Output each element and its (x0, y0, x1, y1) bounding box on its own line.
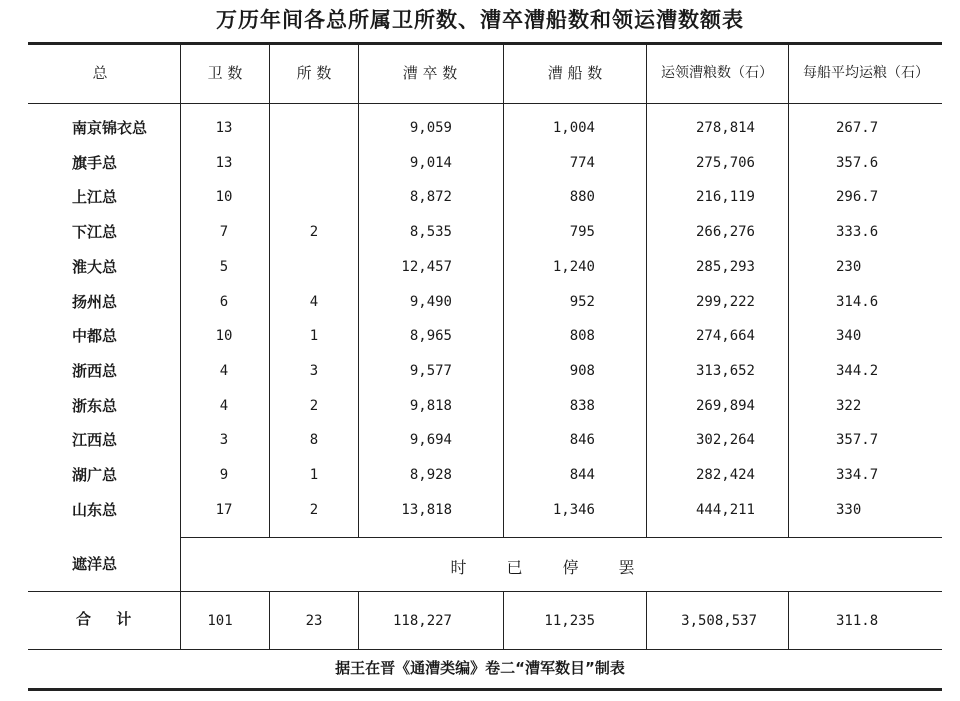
row-suo: 1 (309, 328, 319, 344)
row-avg: 333.6 (836, 224, 879, 240)
row-chuan: 880 (569, 189, 595, 205)
row-wei: 10 (215, 328, 233, 344)
row-zheyang-note: 时已停罢 (450, 558, 675, 577)
row-suo: 1 (309, 467, 319, 483)
row-name: 淮大总 (72, 258, 118, 276)
header-caochuan: 漕 船 数 (547, 64, 603, 82)
row-chuan: 846 (569, 432, 595, 448)
row-avg: 330 (836, 502, 862, 518)
total-label: 合 计 (76, 610, 142, 628)
row-liang: 285,293 (695, 259, 755, 275)
row-name: 山东总 (72, 501, 118, 519)
row-name: 湖广总 (72, 466, 118, 484)
row-liang: 313,652 (695, 363, 755, 379)
header-avg: 每船平均运粮（石） (803, 65, 929, 81)
total-wei: 101 (207, 613, 233, 629)
col-divider-3 (358, 45, 359, 537)
header-caozu: 漕 卒 数 (402, 64, 458, 82)
row-chuan: 795 (569, 224, 595, 240)
row-avg: 357.7 (836, 432, 879, 448)
row-zu: 9,014 (409, 155, 452, 171)
col-divider-4 (503, 45, 504, 537)
row-wei: 4 (219, 363, 229, 379)
row-suo: 2 (309, 224, 319, 240)
row-avg: 314.6 (836, 294, 879, 310)
row-liang: 269,894 (695, 398, 755, 414)
row-zu: 8,535 (409, 224, 452, 240)
row-name: 浙东总 (72, 397, 118, 415)
total-divider-1 (180, 591, 181, 649)
row-liang: 216,119 (695, 189, 755, 205)
total-divider-3 (358, 591, 359, 649)
row-liang: 275,706 (695, 155, 755, 171)
row-liang: 299,222 (695, 294, 755, 310)
rule-total-bottom (28, 649, 942, 650)
row-avg: 267.7 (836, 120, 879, 136)
total-chuan: 11,235 (544, 613, 595, 629)
row-liang: 266,276 (695, 224, 755, 240)
row-zu: 9,818 (409, 398, 452, 414)
row-zu: 13,818 (401, 502, 452, 518)
row-wei: 9 (219, 467, 229, 483)
row-avg: 322 (836, 398, 862, 414)
row-name: 南京锦衣总 (72, 119, 148, 137)
row-liang: 278,814 (695, 120, 755, 136)
row-zu: 8,965 (409, 328, 452, 344)
total-zu: 118,227 (392, 613, 452, 629)
row-wei: 7 (219, 224, 229, 240)
row-zu: 9,577 (409, 363, 452, 379)
row-zu: 9,694 (409, 432, 452, 448)
row-liang: 444,211 (695, 502, 755, 518)
row-wei: 13 (215, 120, 233, 136)
row-name: 下江总 (72, 223, 118, 241)
row-suo: 2 (309, 502, 319, 518)
header-suo: 所 数 (296, 64, 332, 82)
row-chuan: 808 (569, 328, 595, 344)
row-liang: 302,264 (695, 432, 755, 448)
total-liang: 3,508,537 (681, 613, 757, 629)
row-wei: 17 (215, 502, 233, 518)
col-divider-5 (646, 45, 647, 537)
row-chuan: 1,004 (552, 120, 595, 136)
row-avg: 230 (836, 259, 862, 275)
row-name: 上江总 (72, 188, 118, 206)
row-avg: 344.2 (836, 363, 879, 379)
row-zu: 8,928 (409, 467, 452, 483)
row-chuan: 1,346 (552, 502, 595, 518)
source-note: 据王在晋《通漕类编》卷二“漕军数目”制表 (335, 659, 625, 677)
rule-bottom (28, 688, 942, 691)
rule-zheyang-top (180, 537, 942, 538)
col-divider-2 (269, 45, 270, 537)
row-liang: 282,424 (695, 467, 755, 483)
row-chuan: 952 (569, 294, 595, 310)
total-avg: 311.8 (836, 613, 879, 629)
header-zong: 总 (92, 64, 108, 82)
total-divider-2 (269, 591, 270, 649)
row-chuan: 1,240 (552, 259, 595, 275)
row-name: 旗手总 (72, 154, 118, 172)
row-wei: 3 (219, 432, 229, 448)
rule-top (28, 42, 942, 45)
row-wei: 13 (215, 155, 233, 171)
total-suo: 23 (305, 613, 323, 629)
row-chuan: 908 (569, 363, 595, 379)
row-name: 浙西总 (72, 362, 118, 380)
row-wei: 6 (219, 294, 229, 310)
row-zu: 8,872 (409, 189, 452, 205)
row-chuan: 774 (569, 155, 595, 171)
row-avg: 334.7 (836, 467, 879, 483)
row-suo: 8 (309, 432, 319, 448)
row-wei: 5 (219, 259, 229, 275)
rule-header-bottom (28, 103, 942, 104)
row-wei: 10 (215, 189, 233, 205)
header-yunliang: 运领漕粮数（石） (661, 65, 773, 81)
row-avg: 296.7 (836, 189, 879, 205)
row-name: 扬州总 (72, 293, 118, 311)
rule-total-top (28, 591, 942, 592)
row-suo: 2 (309, 398, 319, 414)
col-divider-6 (788, 45, 789, 537)
row-wei: 4 (219, 398, 229, 414)
row-suo: 4 (309, 294, 319, 310)
row-avg: 340 (836, 328, 862, 344)
row-name: 中都总 (72, 327, 118, 345)
col-divider-1 (180, 45, 181, 537)
header-wei: 卫 数 (207, 64, 243, 82)
row-zheyang-name: 遮洋总 (72, 555, 118, 573)
row-chuan: 838 (569, 398, 595, 414)
total-divider-6 (788, 591, 789, 649)
row-zu: 9,059 (409, 120, 452, 136)
row-avg: 357.6 (836, 155, 879, 171)
row-chuan: 844 (569, 467, 595, 483)
table-title: 万历年间各总所属卫所数、漕卒漕船数和领运漕数额表 (216, 8, 744, 32)
row-suo: 3 (309, 363, 319, 379)
row-name: 江西总 (72, 431, 118, 449)
row-zu: 12,457 (401, 259, 452, 275)
total-divider-5 (646, 591, 647, 649)
row-liang: 274,664 (695, 328, 755, 344)
row-zu: 9,490 (409, 294, 452, 310)
total-divider-4 (503, 591, 504, 649)
